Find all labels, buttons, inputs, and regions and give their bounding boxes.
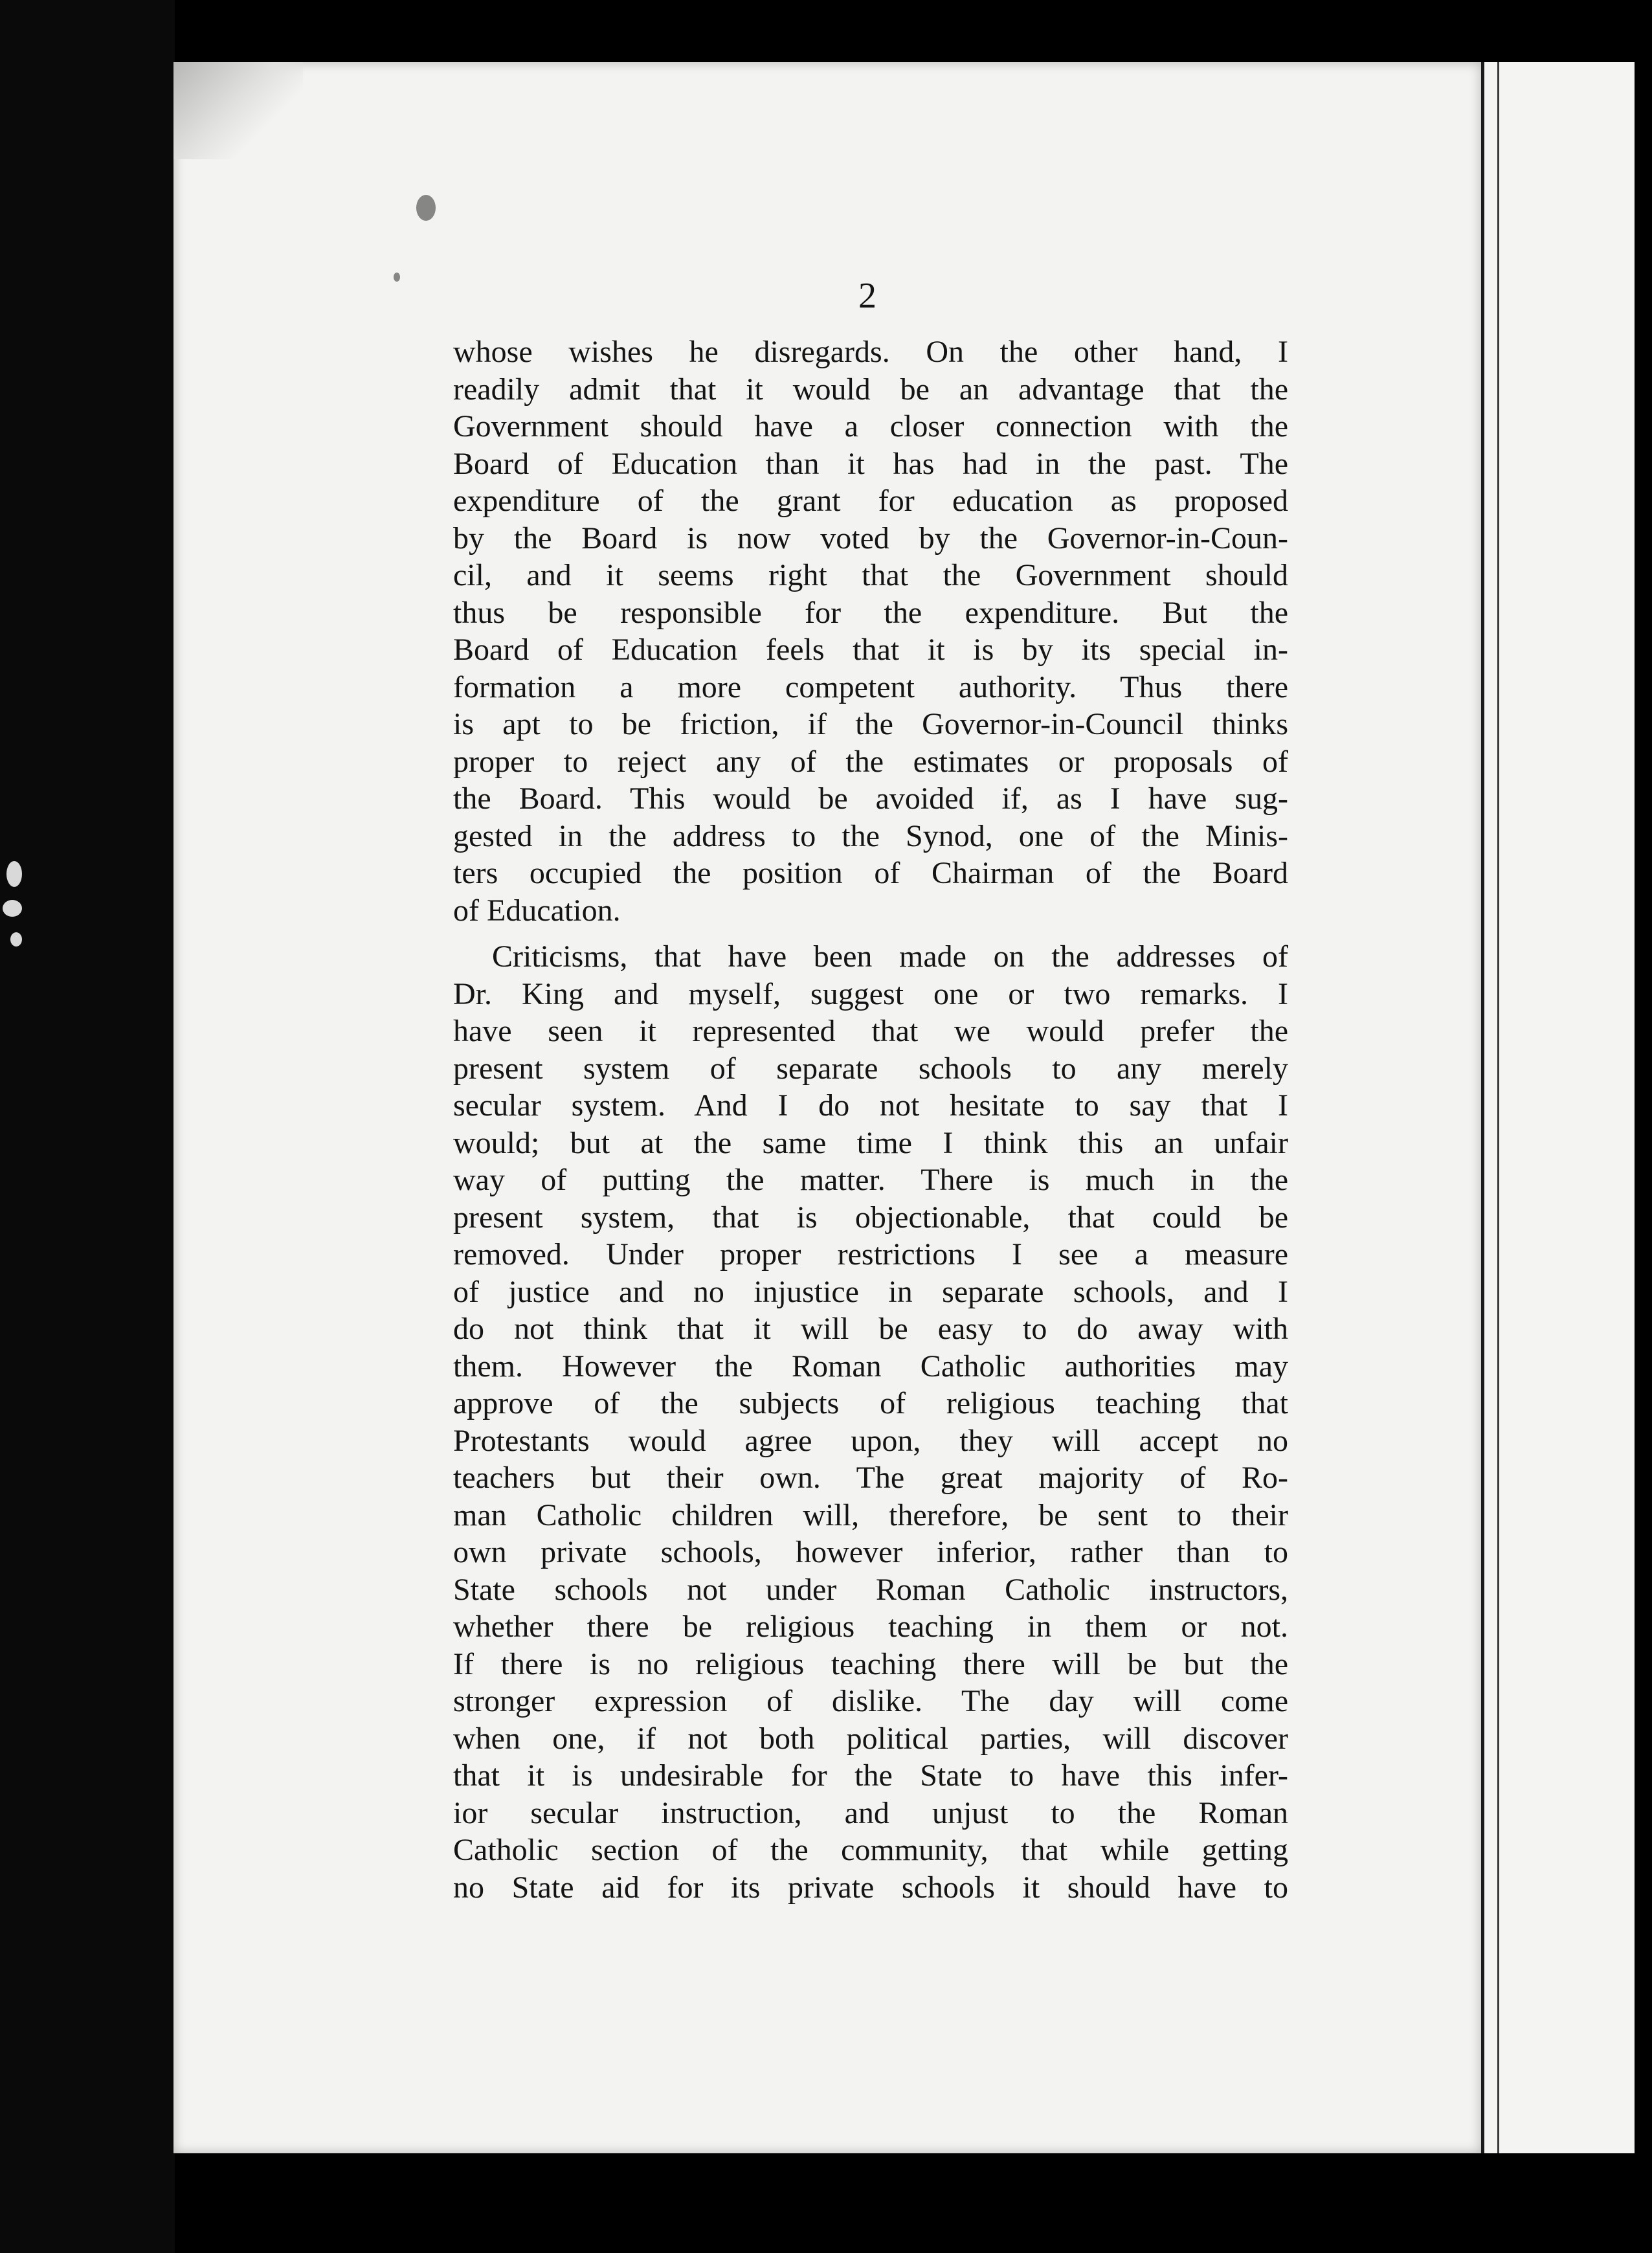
text-line: man Catholic children will, therefore, be sent to their	[453, 1497, 1288, 1532]
text-line: way of putting the matter. There is much in the	[453, 1163, 1288, 1197]
body-text	[453, 333, 1288, 1906]
scan-left-margin	[0, 0, 175, 2253]
text-line: If there is no religious teaching there will be but the	[453, 1646, 1288, 1681]
text-line: that it is undesirable for the State to have this infer-	[453, 1758, 1288, 1793]
text-line: thus be responsible for the expenditure. But the	[453, 595, 1288, 630]
paragraph	[453, 333, 1288, 929]
ink-smudge	[416, 195, 436, 221]
text-line: present system of separate schools to any merely	[453, 1051, 1288, 1086]
text-line: them. However the Roman Catholic authorities may	[453, 1349, 1288, 1384]
text-line: gested in the address to the Synod, one of the Minis-	[453, 818, 1288, 853]
text-line: by the Board is now voted by the Governor-in-Coun-	[453, 521, 1288, 555]
text-line: of justice and no injustice in separate schools, and I	[453, 1274, 1288, 1309]
text-line: Dr. King and myself, suggest one or two remarks. I	[453, 976, 1288, 1011]
text-line: no State aid for its private schools it should have to	[453, 1870, 1288, 1905]
text-line: of Education.	[453, 893, 621, 928]
text-line: Government should have a closer connection with the	[453, 409, 1288, 443]
page-corner-shadow	[173, 62, 303, 159]
text-line: own private schools, however inferior, rather than to	[453, 1535, 1288, 1569]
text-line: removed. Under proper restrictions I see a measure	[453, 1237, 1288, 1272]
text-line: when one, if not both political parties, will discover	[453, 1721, 1288, 1756]
text-line: present system, that is objectionable, that could be	[453, 1200, 1288, 1235]
text-line: whose wishes he disregards. On the other hand, I	[453, 335, 1288, 369]
scan-speck	[6, 861, 22, 887]
text-line: have seen it represented that we would prefer the	[453, 1014, 1288, 1048]
text-line: ters occupied the position of Chairman of the Board	[453, 856, 1288, 890]
text-line: proper to reject any of the estimates or proposals of	[453, 744, 1288, 779]
text-line: do not think that it will be easy to do away with	[453, 1312, 1288, 1346]
paragraph-gap	[453, 929, 1288, 938]
text-line: ior secular instruction, and unjust to the Roman	[453, 1795, 1288, 1830]
text-line: Board of Education feels that it is by its special in-	[453, 633, 1288, 667]
text-line: approve of the subjects of religious teaching that	[453, 1386, 1288, 1420]
ink-smudge	[394, 273, 400, 282]
text-line: is apt to be friction, if the Governor-in-Council thinks	[453, 707, 1288, 741]
scan-speck	[10, 932, 22, 947]
page-number: 2	[858, 276, 876, 316]
text-line: State schools not under Roman Catholic instructors,	[453, 1572, 1288, 1607]
text-line: Catholic section of the community, that while getting	[453, 1833, 1288, 1867]
scan-speck	[3, 900, 22, 917]
text-line: whether there be religious teaching in them or not.	[453, 1609, 1288, 1644]
text-line: Criticisms, that have been made on the addresses of	[492, 939, 1288, 974]
text-line: teachers but their own. The great majority of Ro-	[453, 1461, 1288, 1495]
adjacent-page-edge	[1481, 62, 1635, 2153]
text-line: stronger expression of dislike. The day will come	[453, 1684, 1288, 1718]
text-line: Protestants would agree upon, they will accept no	[453, 1423, 1288, 1458]
text-line: Board of Education than it has had in the past. The	[453, 446, 1288, 481]
text-line: expenditure of the grant for education as proposed	[453, 484, 1288, 518]
text-line: readily admit that it would be an advantage that the	[453, 372, 1288, 407]
text-line: would; but at the same time I think this an unfair	[453, 1125, 1288, 1160]
text-line: formation a more competent authority. Thus there	[453, 669, 1288, 704]
text-line: the Board. This would be avoided if, as I have sug-	[453, 781, 1288, 816]
text-line: cil, and it seems right that the Government should	[453, 558, 1288, 592]
paragraph	[453, 938, 1288, 1906]
text-line: secular system. And I do not hesitate to say that I	[453, 1088, 1288, 1123]
